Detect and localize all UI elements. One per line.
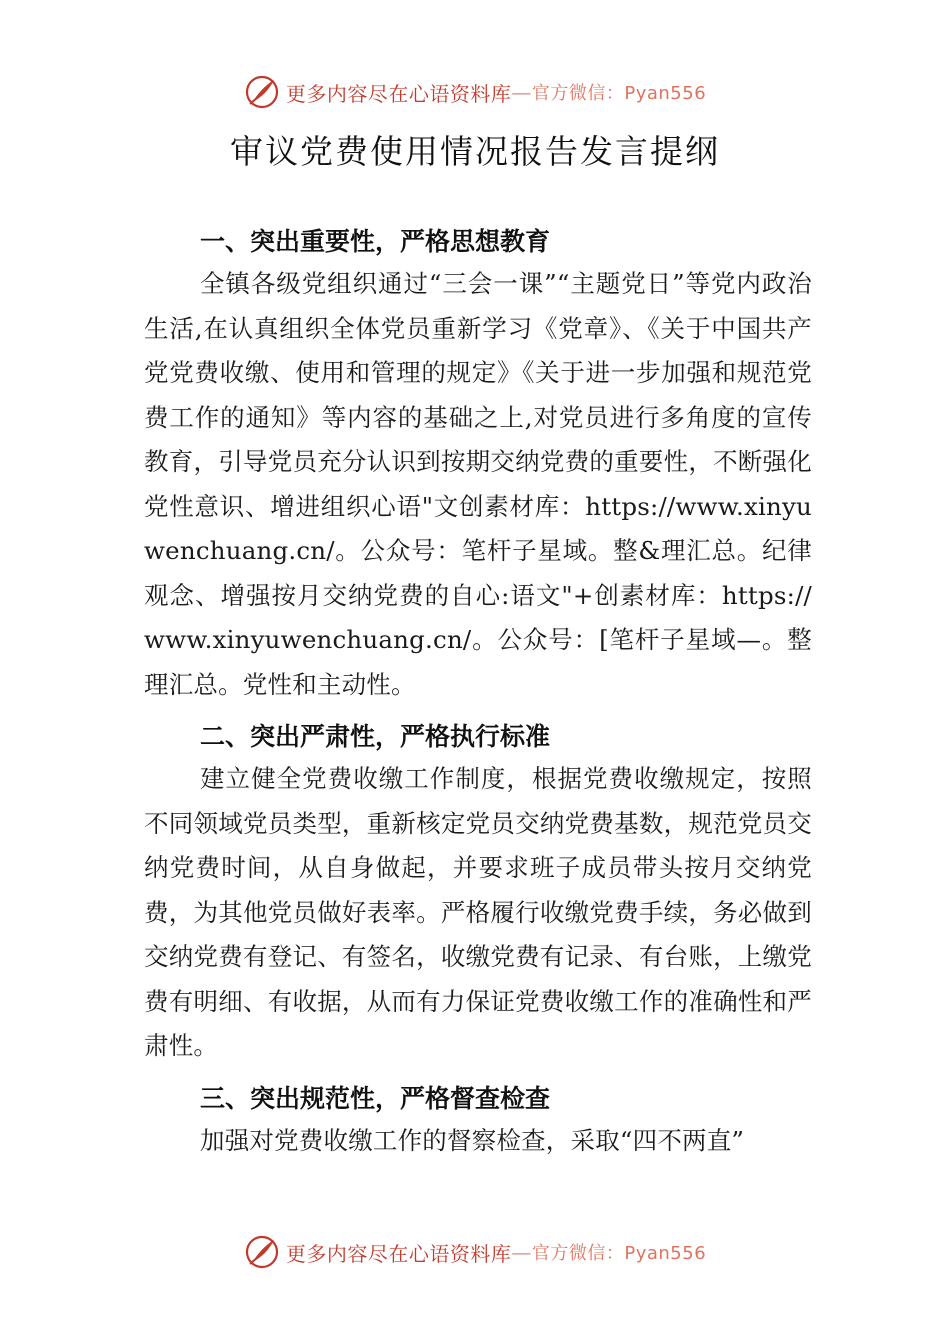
document-title: 审议党费使用情况报告发言提纲 [230,132,720,171]
section-heading-2: 二、突出严肃性，严格执行标准 [200,722,551,751]
watermark-dash: — [511,1240,532,1264]
section-paragraph-2: 建立健全党费收缴工作制度，根据党费收缴规定，按照不同领域党员类型，重新核定党员交纳党费基数，规范党员交纳党费时间，从自身做起，并要求班子成员带头按月交纳党费，为其他党员做好表率。严格履行收缴党费手续，务必做到交纳党费有登记、有签名，收缴党费有记录、有台账，上缴党费有明细、有收据，从而有力保证党费收缴工作的准确性和严肃性。 [144,764,812,1060]
watermark-text: 更多内容尽在心语资料库 [285,81,512,106]
section-paragraph-3: 加强对党费收缴工作的督察检查，采取“四不两直” [200,1125,745,1155]
section-heading-1: 一、突出重要性，严格思想教育 [200,227,551,256]
document-body [144,222,812,1167]
watermark-wechat: 官方微信：Pyan556 [531,83,707,104]
feather-quill-logo-icon [244,1234,280,1270]
section-paragraph-1: 全镇各级党组织通过“三会一课”“主题党日”等党内政治生活,在认真组织全体党员重新学习《党章》、《关于中国共产党党费收缴、使用和管理的规定》《关于进一步加强和规范党费工作的通知》等内容的基础之上,对党员进行多角度的宣传教育，引导党员充分认识到按期交纳党费的重要性，不断强化党性意识、增进组织心语"文创素材库：https://www.xinyuwenchuang.cn/。公众号：笔杆子星域。整&理汇总。纪律观念、增强按月交纳党费的自心:语文"+创素材库：https:// www.xinyuwenchuang.cn/。公众号：[笔杆子星域—。整理汇总。党性和主动性。 [144,269,812,699]
watermark-banner-top [0,70,950,114]
watermark-text: 更多内容尽在心语资料库 [285,1241,512,1266]
watermark-banner-bottom [0,1230,950,1274]
watermark-dash: — [511,80,532,104]
section-heading-3: 三、突出规范性，严格督查检查 [200,1083,551,1113]
feather-quill-logo-icon [244,74,280,110]
watermark-wechat: 官方微信：Pyan556 [531,1243,707,1264]
